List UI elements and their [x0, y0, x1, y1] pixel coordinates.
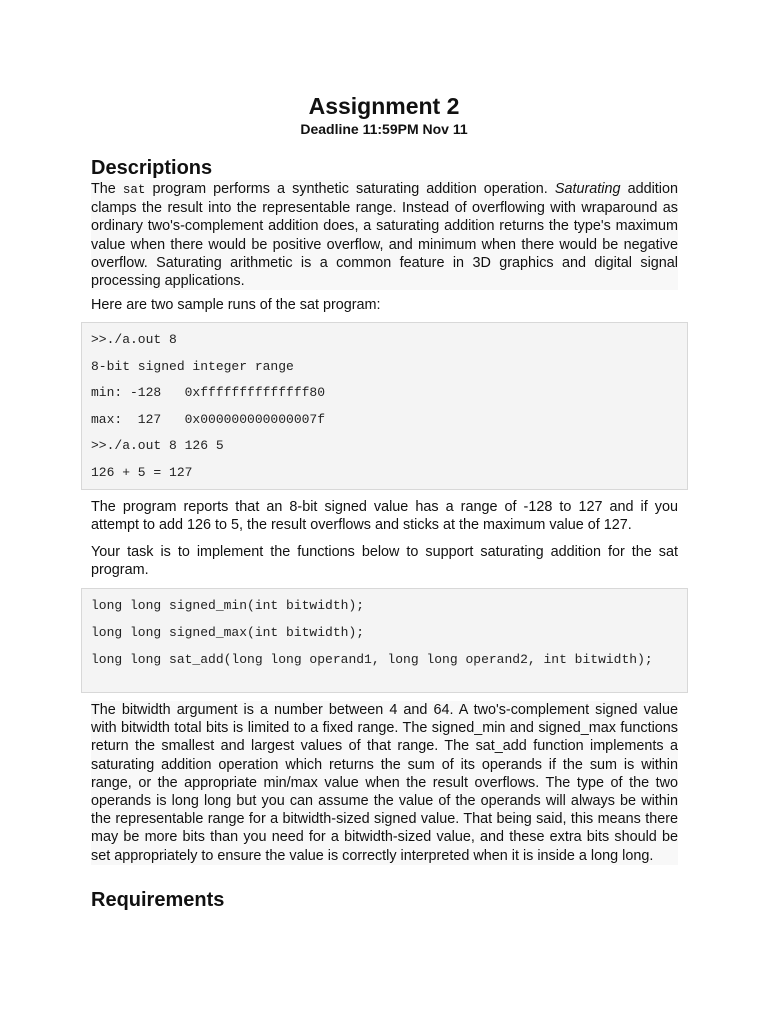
bitwidth-paragraph: The bitwidth argument is a number between 4 and 64. A two's-complement signed value with bitwidth total bits is limited to a fixed range. The signed_min and signed_max functions return the smallest and largest values of that range. The sat_add function implements a saturating addition operation which returns the sum of its operands if the sum is within range, or the appropriate min/max value when the result overflows. The type of the two operands is long long but you can assume the value of the operands will always be within the representable range for a bitwidth-sized signed value. That being said, this means there may be more bits than you need for a bitwidth-sized value, and these extra bits should be set appropriately to ensure the value is correctly interpreted when it is inside a long long.: [91, 702, 678, 864]
code-line: 126 + 5 = 127: [91, 464, 193, 480]
task-paragraph: Your task is to implement the functions below to support saturating addition for the sat program.: [91, 544, 678, 579]
code-line: 8-bit signed integer range: [91, 358, 294, 374]
code-line: long long signed_min(int bitwidth);: [91, 598, 365, 613]
code-line: min: -128 0xffffffffffffff80: [91, 385, 326, 400]
code-line: long long signed_max(int bitwidth);: [91, 624, 365, 640]
intro-paragraph: [91, 180, 678, 290]
deadline: Deadline 11:59PM Nov 11: [300, 121, 468, 137]
functions-code-block: [81, 588, 688, 693]
intro-emphasis: Saturating: [554, 181, 621, 197]
sample-runs-code-block: [81, 322, 688, 490]
descriptions-heading: Descriptions: [91, 157, 213, 179]
intro-text-2: program performs a synthetic saturating addition operation.: [145, 181, 555, 197]
code-line: >>./a.out 8: [91, 332, 177, 347]
requirements-heading: Requirements: [91, 889, 225, 911]
page-title: Assignment 2: [308, 93, 460, 119]
sample-runs-intro: Here are two sample runs of the sat program:: [91, 297, 381, 313]
code-line: long long sat_add(long long operand1, long long operand2, int bitwidth);: [91, 652, 653, 667]
code-line: max: 127 0x000000000000007f: [91, 411, 326, 427]
intro-text-1: The: [91, 181, 123, 197]
intro-text-3: addition clamps the result into the representable range. Instead of overflowing with wraparound as ordinary two's-complement addition does, a saturating addition returns the type's maximum value when there would be positive overflow, and minimum when there would be negative overflow. Saturating arithmetic is a common feature in 3D graphics and digital signal processing applications.: [91, 181, 678, 290]
range-paragraph: The program reports that an 8-bit signed value has a range of -128 to 127 and if you attempt to add 126 to 5, the result overflows and sticks at the maximum value of 127.: [91, 499, 678, 534]
code-line: >>./a.out 8 126 5: [91, 438, 224, 453]
inline-code-sat: sat: [122, 183, 146, 197]
